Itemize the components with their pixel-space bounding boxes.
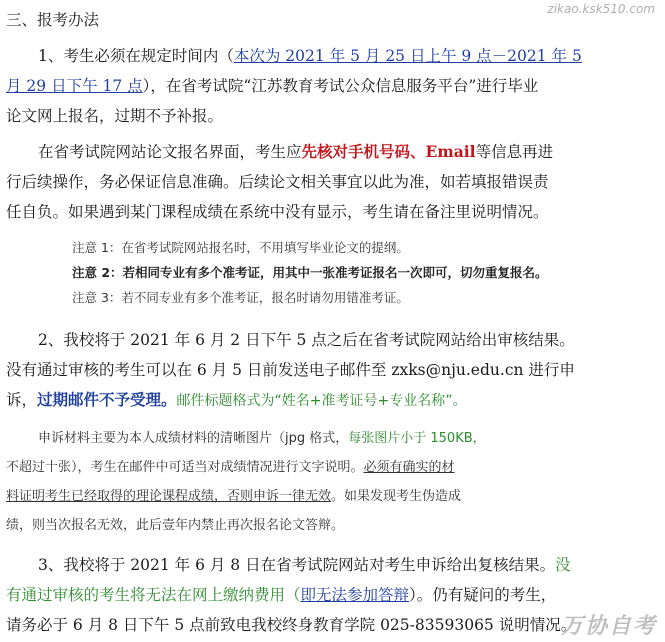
watermark-url: zikao.ksk510.com [547,2,655,16]
note-3: 注意 3：若不同专业有多个准考证，报名时请勿用错准考证。 [72,290,409,305]
paragraph-2-line-2: 行后续操作，务必保证信息准确。后续论文相关事宜以此为准，如若填报错误责 [6,173,549,191]
paragraph-3-line-1: 2、我校将于 2021 年 6 月 2 日下午 5 点之后在省考试院网站给出审核结果。 [38,331,575,349]
paragraph-2-line-3: 任自负。如果遇到某门课程成绩在系统中没有显示，考生请在备注里说明情况。 [6,203,549,221]
paragraph-1-line-3: 论文网上报名，过期不予补报。 [6,107,224,125]
paragraph-3-line-3: 诉，过期邮件不予受理。邮件标题格式为“姓名+准考证号+专业名称”。 [6,390,467,409]
paragraph-1-line-2: 月 29 日下午 17 点），在省考试院“江苏教育考试公众信息服务平台”进行毕业 [6,77,539,95]
paragraph-5-line-1: 3、我校将于 2021 年 6 月 8 日在省考试院网站对考生申诉给出复核结果。没 [38,556,571,574]
paragraph-4-line-1: 申诉材料主要为本人成绩材料的清晰图片（jpg 格式，每张图片小于 150KB， [38,431,486,446]
paragraph-3-line-2: 没有通过审核的考生可以在 6 月 5 日前发送电子邮件至 zxks@nju.edu.cn 进行申 [6,361,575,379]
paragraph-2-line-1: 在省考试院网站论文报名界面，考生应先核对手机号码、Email等信息再进 [38,142,554,161]
note-2: 注意 2：若相同专业有多个准考证，用其中一张准考证报名一次即可，切勿重复报名。 [72,265,548,280]
paragraph-4-line-3: 料证明考生已经取得的理论课程成绩，否则申诉一律无效。如果发现考生伪造成 [6,489,462,504]
section-title: 三、报考办法 [6,11,100,29]
paragraph-4-line-4: 绩，则当次报名无效，此后壹年内禁止再次报名论文答辩。 [6,518,345,533]
paragraph-4-line-2: 不超过十张），考生在邮件中可适当对成绩情况进行文字说明。必须有确实的材 [6,460,455,475]
watermark-logo: 万协自考 [560,614,657,639]
paragraph-1-line-1: 1、考生必须在规定时间内（本次为 2021 年 5 月 25 日上午 9 点－2021 年 5 [38,47,582,65]
paragraph-5-line-2: 有通过审核的考生将无法在网上缴纳费用（即无法参加答辩）。仍有疑问的考生， [6,586,557,604]
paragraph-5-line-3: 请务必于 6 月 8 日下午 5 点前致电我校终身教育学院 025-83593065 说明情况。 [6,616,577,634]
note-1: 注意 1：在省考试院网站报名时，不用填写毕业论文的提纲。 [72,240,409,255]
